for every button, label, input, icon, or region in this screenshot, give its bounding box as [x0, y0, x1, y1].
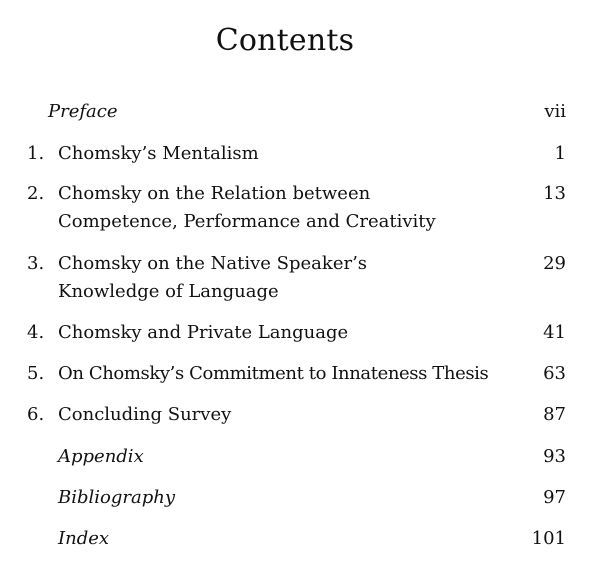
toc-entry-page: 1 — [554, 143, 566, 164]
toc-entry-title: Bibliography — [58, 487, 175, 508]
toc-entry-title: Chomsky on the Relation between Competence, Performance and Creativity — [58, 183, 436, 232]
toc-entry-page: 93 — [543, 446, 566, 467]
toc-entry-number: 3. — [27, 253, 45, 274]
toc-entry-title: Concluding Survey — [58, 404, 232, 425]
toc-entry-page: 13 — [543, 183, 566, 204]
page-title: Contents — [215, 23, 355, 58]
toc-entry-title: Chomsky on the Native Speaker’s Knowledge of Language — [58, 253, 368, 302]
toc-entry-page: 41 — [543, 322, 566, 343]
toc-entry-number: 1. — [27, 143, 45, 164]
toc-entry-number: 6. — [27, 404, 45, 425]
toc-entry-page: vii — [544, 101, 566, 122]
toc-entry-page: 87 — [543, 404, 566, 425]
toc-entry-title: Chomsky’s Mentalism — [58, 143, 259, 164]
toc-entry-page: 63 — [543, 363, 566, 384]
toc-entry-page: 101 — [531, 528, 566, 549]
toc-entry-title: On Chomsky’s Commitment to Innateness Thesis — [58, 363, 489, 384]
toc-entry-page: 29 — [543, 253, 566, 274]
toc-entry-number: 4. — [27, 322, 45, 343]
toc-entry-title: Preface — [48, 101, 118, 122]
toc-entry-number: 2. — [27, 183, 45, 204]
toc-entry-title: Appendix — [58, 446, 144, 467]
toc-entry-title: Index — [58, 528, 110, 549]
toc-entry-page: 97 — [543, 487, 566, 508]
toc-entry-number: 5. — [27, 363, 45, 384]
toc-entry-title: Chomsky and Private Language — [58, 322, 349, 343]
